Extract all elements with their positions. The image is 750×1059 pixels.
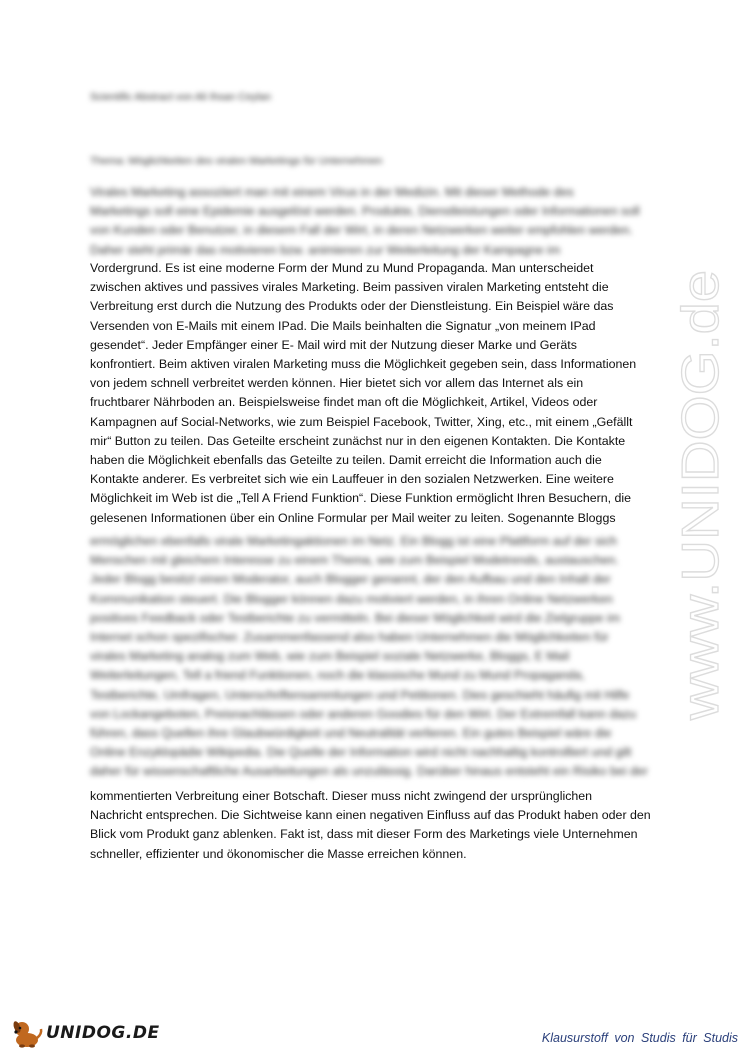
text-line: Versenden von E-Mails mit einem IPad. Die Mails beinhalten die Signatur „von meinem IPad	[90, 318, 596, 333]
text-line: Verbreitung erst durch die Nutzung des Produkts oder der Dienstleistung. Ein Beispiel wäre das	[90, 299, 614, 314]
text-line: Nachricht entsprechen. Die Sichtweise kann einen negativen Einfluss auf das Produkt haben oder den	[90, 808, 651, 823]
body-paragraph-blurred-middle	[90, 532, 662, 782]
text-line: Weiterleitungen, Tell a friend Funktionen, noch die klassische Mund zu Mund Propaganda,	[90, 668, 585, 683]
text-line: Testberichte, Umfragen, Unterschriftensammlungen und Petitionen. Dies geschieht häufig mit Hilfe	[90, 687, 630, 702]
text-line: kommentierten Verbreitung einer Botschaft. Dieser muss nicht zwingend der ursprünglichen	[90, 789, 593, 803]
text-line: von Lockangeboten, Preisnachlässen oder anderen Goodies für den Wirt. Der Extremfall kann dazu	[90, 706, 637, 721]
text-line: führen, dass Quellen ihre Glaubwürdigkeit und Neutralität verlieren. Ein gutes Beispiel wäre die	[90, 726, 612, 741]
body-paragraph-visible-end	[90, 787, 662, 864]
text-line: Kommunikation steuert. Die Blogger können dazu motiviert werden, in ihren Online Netzwerken	[90, 591, 613, 606]
text-line: von Kunden oder Benutzer, in diesem Fall der Wirt, in deren Netzwerken weiter empfohlen werden.	[90, 223, 633, 238]
text-line: gelesenen Informationen über ein Online Formular per Mail weiter zu leiten. Sogenannte Bloggs	[90, 510, 616, 525]
text-line: haben die Möglichkeit ebenfalls das Geteilte zu teilen. Damit erreicht die Information auch die	[90, 453, 602, 468]
text-line: Online Enzyklopädie Wikipedia. Die Quelle der Information wird nicht nachhaltig kontrolliert und gilt	[90, 745, 632, 760]
text-line: Vordergrund. Es ist eine moderne Form der Mund zu Mund Propaganda. Man unterscheidet	[90, 261, 594, 275]
text-line: Kontakte anderer. Es verbreitet sich wie ein Lauffeuer in den sozialen Netzwerken. Eine weitere	[90, 472, 614, 487]
text-line: Kampagnen auf Social-Networks, wie zum Beispiel Facebook, Twitter, Xing, etc., mit einem „Gefällt	[90, 414, 633, 429]
document-topic: Thema: Möglichkeiten des viralen Marketings für Unternehmen	[90, 155, 383, 167]
text-line: ermöglichen ebenfalls virale Marketingaktionen im Netz. Ein Blogg ist eine Plattform auf der sich	[90, 534, 617, 548]
text-line: Daher steht primär das motivieren bzw. animieren zur Weiterleitung der Kampagne im	[90, 242, 561, 257]
body-paragraph-blurred-top	[90, 183, 662, 260]
text-line: Jeder Blogg besitzt einen Moderator, auch Blogger genannt, der den Aufbau und den Inhalt der	[90, 572, 611, 587]
text-line: Möglichkeit im Web ist die „Tell A Friend Funktion“. Diese Funktion ermöglicht Ihren Besuchern, die	[90, 491, 632, 506]
text-line: schneller, effizienter und ökonomischer die Masse erreichen können.	[90, 846, 467, 861]
text-line: virales Marketing analog zum Web, wie zum Beispiel soziale Netzwerke, Bloggs, E Mail	[90, 649, 570, 664]
footer-logo[interactable]	[10, 1016, 160, 1050]
text-line: Internet schon spezifischer. Zusammenfassend also haben Unternehmen die Möglichkeiten für	[90, 630, 609, 645]
watermark-text: www.UNIDOG.de	[672, 315, 730, 720]
footer-tagline: Klausurstoff von Studis für Studis	[541, 1031, 738, 1045]
text-line: zwischen aktives und passives virales Marketing. Beim passiven viralen Marketing entsteht die	[90, 280, 609, 295]
logo-text: UNIDOG.DE	[46, 1023, 160, 1043]
body-paragraph-visible	[90, 259, 662, 528]
text-line: gesendet“. Jeder Empfänger einer E- Mail wird mit der Nutzung dieser Marke und Geräts	[90, 337, 577, 352]
document-header: Scientific Abstract von Ali Ihsan Ceylan	[90, 91, 271, 103]
text-line: mir“ Button zu teilen. Das Geteilte erscheint zunächst nur in den eigenen Kontakten. Die Kontakte	[90, 433, 626, 448]
text-line: positives Feedback oder Testberichte zu vermitteln. Bei dieser Möglichkeit wird die Zielgruppe im	[90, 610, 621, 625]
text-line: konfrontiert. Beim aktiven viralen Marketing muss die Möglichkeit gegeben sein, dass Informationen	[90, 357, 637, 372]
text-line: daher für wissenschaftliche Ausarbeitungen als unzulässig. Darüber hinaus entsteht ein Risiko bei der	[90, 764, 648, 779]
text-line: Blick vom Produkt ganz ablenken. Fakt ist, dass mit dieser Form des Marketings viele Unternehmen	[90, 827, 638, 842]
text-line: fruchtbarer Nährboden an. Beispielsweise findet man oft die Möglichkeit, Artikel, Videos oder	[90, 395, 598, 410]
dog-icon	[10, 1016, 44, 1050]
text-line: Virales Marketing assoziiert man mit einem Virus in der Medizin. Mit dieser Methode des	[90, 185, 574, 199]
text-line: Menschen mit gleichem Interesse zu einem Thema, wie zum Beispiel Modetrends, austauschen.	[90, 553, 619, 568]
text-line: Marketings soll eine Epidemie ausgelöst werden. Produkte, Dienstleistungen oder Informationen soll	[90, 204, 640, 219]
text-line: von jedem schnell verbreitet werden können. Hier bietet sich vor allem das Internet als ein	[90, 376, 584, 391]
